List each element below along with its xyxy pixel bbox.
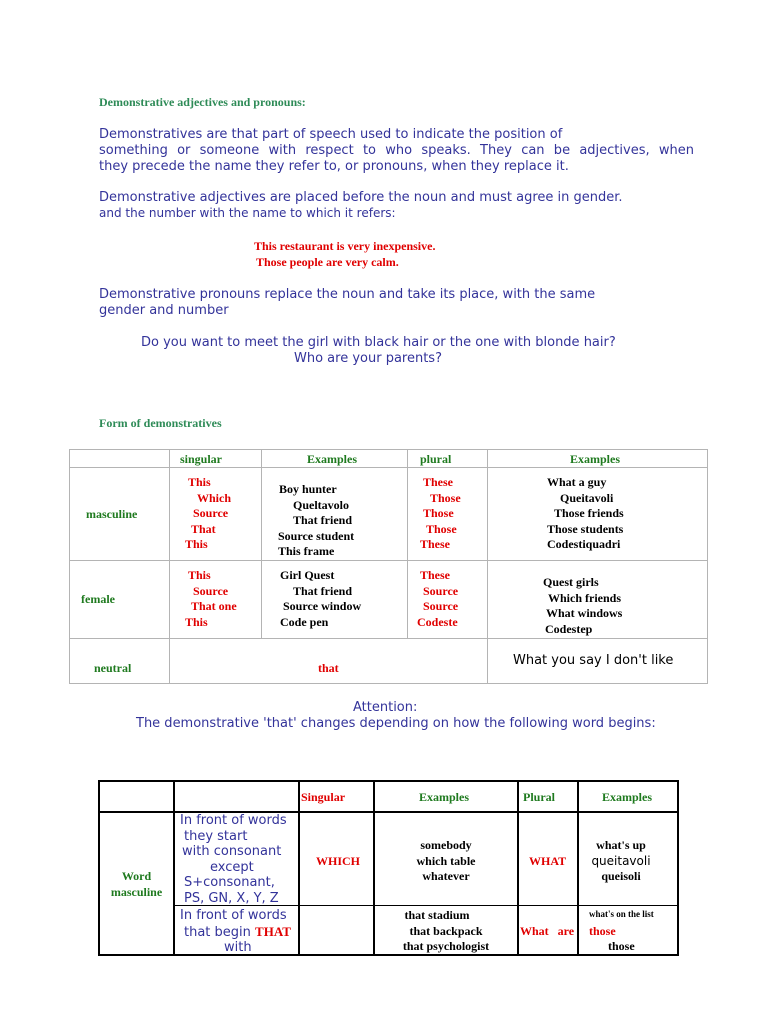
form-word: This — [185, 614, 208, 629]
form-word: This — [185, 537, 208, 551]
masculine-singular-examples — [279, 482, 354, 560]
example-word: whatever — [422, 869, 470, 883]
row-label-female: female — [81, 592, 115, 606]
example-word: Which friends — [548, 590, 622, 605]
example-word: Codestiquadri — [547, 537, 621, 551]
neutral-example: What you say I don't like — [513, 653, 674, 668]
female-singular-forms — [185, 568, 237, 630]
example-word: What windows — [546, 606, 623, 620]
example-word: Source window — [283, 599, 362, 613]
header-examples-singular: Examples — [307, 452, 358, 466]
rule-that-keyword: THAT — [255, 923, 291, 939]
row-label-word-masculine — [100, 869, 173, 900]
examples-singular-2 — [375, 908, 517, 955]
female-plural-forms — [417, 568, 459, 630]
form-word: Source — [193, 583, 229, 598]
plural-what: WHAT — [529, 854, 567, 868]
example-word: somebody — [420, 838, 472, 852]
form-word: Those — [430, 490, 461, 505]
form-word: That — [191, 521, 216, 536]
header-examples-plural: Examples — [602, 790, 653, 804]
example-word: queisoli — [601, 869, 641, 883]
adjective-example: Those people are very calm. — [256, 255, 399, 269]
header-singular: Singular — [301, 790, 346, 804]
form-word: This — [188, 568, 211, 582]
form-heading: Form of demonstratives — [99, 416, 222, 430]
page-heading: Demonstrative adjectives and pronouns: — [99, 95, 306, 109]
demonstratives-table — [69, 449, 708, 684]
intro-paragraph — [99, 127, 694, 175]
example-word: This frame — [278, 544, 335, 558]
intro-line: something or someone with respect to who speaks. They can be adjectives, when — [99, 143, 694, 158]
form-word: That one — [191, 599, 237, 613]
form-word: Source — [423, 583, 459, 598]
form-word: Those — [423, 506, 454, 520]
example-word: that psychologist — [402, 939, 490, 953]
form-word: These — [420, 537, 450, 551]
example-word: queitavoli — [591, 853, 651, 868]
pronoun-rule-line: gender and number — [99, 303, 229, 318]
form-word: Those — [426, 521, 457, 536]
attention-label: Attention: — [353, 700, 418, 715]
example-word: Those students — [547, 521, 624, 536]
adjective-rule-line-2: and the number with the name to which it refers: — [99, 206, 396, 220]
intro-line: Demonstratives are that part of speech used to indicate the position of — [99, 127, 563, 142]
header-examples-plural: Examples — [570, 452, 621, 466]
form-word: These — [423, 475, 453, 489]
example-those-red: those — [589, 924, 616, 938]
masculine-plural-forms — [420, 475, 461, 553]
rule-line: with — [224, 940, 252, 955]
examples-plural-1 — [580, 838, 662, 885]
adjective-example: This restaurant is very inexpensive. — [254, 239, 436, 253]
row-label-line: Word — [121, 869, 152, 883]
rule-line: they start — [184, 828, 248, 844]
example-word: Boy hunter — [279, 482, 337, 496]
example-word: Girl Quest — [280, 568, 335, 582]
example-word: Source student — [278, 528, 355, 543]
attention-line: The demonstrative 'that' changes depending on how the following word begins: — [136, 716, 656, 731]
neutral-form: that — [318, 661, 339, 675]
examples-singular-1 — [375, 838, 517, 885]
masculine-singular-forms — [185, 475, 232, 553]
rule-line: PS, GN, X, Y, Z — [184, 890, 279, 906]
header-examples-singular: Examples — [419, 790, 470, 804]
rule-line: except — [210, 859, 254, 875]
example-word: which table — [416, 853, 476, 868]
example-word: Code pen — [280, 614, 329, 629]
example-those: those — [608, 939, 635, 953]
rule-line: In front of words — [180, 908, 287, 923]
plural-what-are: What are — [520, 924, 575, 938]
example-word: That friend — [293, 583, 353, 598]
rule-that — [180, 908, 291, 956]
row-label-line: masculine — [110, 884, 163, 899]
pronoun-example: Do you want to meet the girl with black hair or the one with blonde hair? — [141, 335, 616, 350]
example-word: what's up — [596, 838, 646, 852]
rule-line: that begin — [184, 924, 251, 940]
example-whats-on-the-list: what's on the list — [589, 909, 654, 919]
header-plural: Plural — [523, 790, 555, 804]
example-word: That friend — [293, 513, 353, 527]
pronoun-rule-line: Demonstrative pronouns replace the noun and take its place, with the same — [99, 287, 596, 302]
example-word: that stadium — [404, 908, 470, 922]
example-word: that backpack — [409, 923, 483, 938]
example-word: Queltavolo — [293, 497, 349, 512]
row-label-masculine: masculine — [86, 507, 138, 521]
form-word: These — [420, 568, 450, 582]
pronoun-example: Who are your parents? — [294, 351, 442, 366]
example-word: Queitavoli — [560, 490, 614, 505]
example-word: Quest girls — [543, 575, 599, 589]
rule-consonant — [180, 813, 287, 906]
adjective-rule-line: Demonstrative adjectives are placed before the noun and must agree in gender. — [99, 190, 623, 205]
intro-line: they precede the name they refer to, or pronouns, when they replace it. — [99, 159, 569, 174]
form-word: Source — [423, 599, 459, 613]
female-plural-examples — [543, 575, 622, 637]
singular-which: WHICH — [316, 854, 361, 868]
female-singular-examples — [280, 568, 361, 630]
masculine-plural-examples — [547, 475, 624, 553]
row-label-neutral: neutral — [94, 661, 132, 675]
example-word: Those friends — [554, 506, 624, 520]
header-plural: plural — [420, 452, 452, 466]
rule-line: S+consonant, — [184, 875, 275, 890]
that-rules-table — [98, 780, 679, 956]
example-word: Codestep — [545, 621, 593, 636]
example-word: What a guy — [547, 475, 607, 489]
rule-line: In front of words — [180, 813, 287, 828]
form-word: Source — [193, 506, 229, 520]
header-singular: singular — [180, 452, 223, 466]
rule-line: with consonant — [182, 844, 282, 859]
form-word: Codeste — [417, 614, 458, 629]
form-word: This — [188, 475, 211, 489]
form-word: Which — [197, 490, 232, 505]
